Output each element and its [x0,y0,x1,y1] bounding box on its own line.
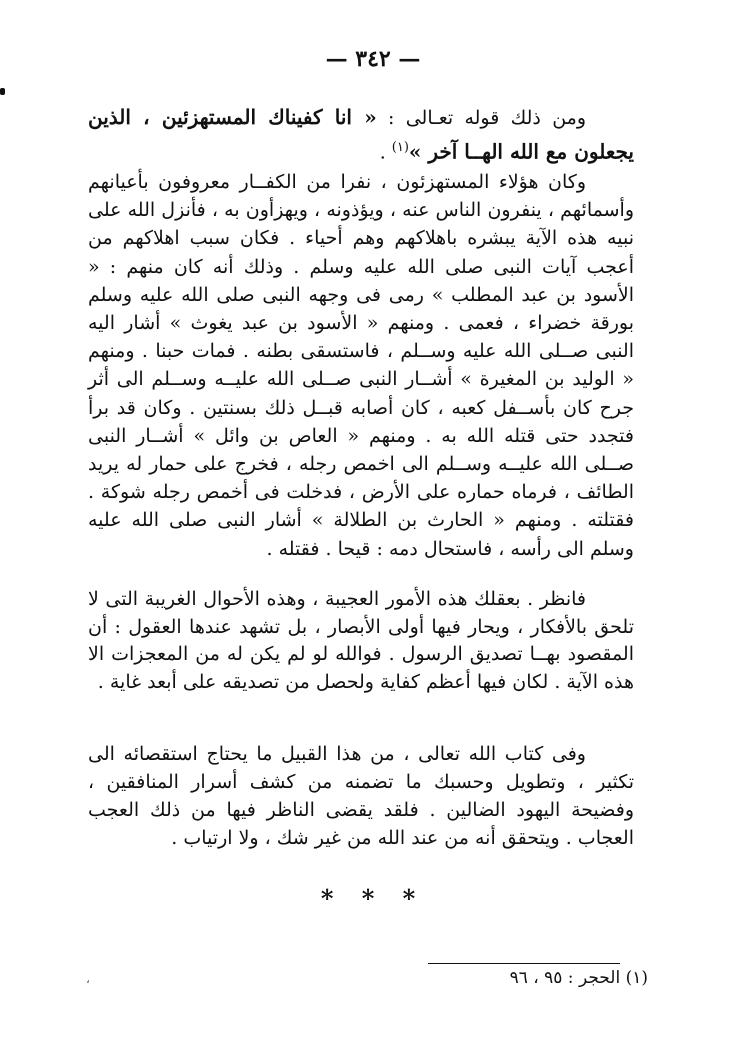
book-of-god-text: وفى كتاب الله تعالى ، من هذا القبيل ما يحتاج استقصائه الى تكثير ، وتطويل وحسبك ما تضمنه من كشف أسرار المنافقين ، وفضيحة اليهود الضالين . فلقد يقضى الناظر فيها من ذلك العجب العجاب . ويتحقق أنه من عند الله من غير شك ، ولا ارتياب . [88,743,634,849]
quran-quote: « انا كفيناك المستهزئين ، الذين يجعلون مع الله الهــا آخر » [88,105,634,164]
mockers-paragraph [88,168,634,563]
corner-mark: ، [86,972,90,986]
reflection-paragraph [88,586,634,696]
section-separator: * * * [320,884,426,913]
margin-ink-dot [0,88,5,95]
intro-tail: . [379,141,392,164]
book-of-god-paragraph [88,740,634,852]
intro-paragraph [88,102,634,167]
mockers-text: وكان هؤلاء المستهزئون ، نفرا من الكفــار معروفون بأعيانهم وأسمائهم ، ينفرون الناس عنه ، ويؤذونه ، ويهزأون به ، فأنزل الله على نبيه هذه الآية يبشره باهلاكهم وهم أحياء . فكان سبب اهلاكهم من أعجب آيات النبى صلى الله عليه وسلم . وذلك أنه كان منهم : « الأسود بن عبد المطلب » رمى فى وجهه النبى صلى الله عليه وسلم بورقة خضراء ، فعمى . ومنهم « الأسود بن عبد يغوث » أشار اليه النبى صــلى الله عليه وســلم ، فاستسقى بطنه . فمات حبنا . ومنهم « الوليد بن المغيرة » أشــار النبى صــلى الله عليــه وســلم الى أثر جرح كان بأســفل كعبه ، كان أصابه قبــل ذلك بسنتين . وكان قد برأ فتجدد حتى قتله الله به . ومنهم « العاص بن وائل » أشــار النبى صــلى الله عليــه وســلم الى اخمص رجله ، فخرج على حمار له يريد الطائف ، فرماه حماره على الأرض ، فدخلت فى أخمص رجله شوكة . فقتلته . ومنهم « الحارث بن الطلالة » أشار النبى صلى الله عليه وسلم الى رأسه ، فاستحال دمه : قيحا . فقتله . [88,171,634,560]
footnote-divider [428,963,620,964]
footnote: (١) الحجر : ٩٥ ، ٩٦ [509,968,648,988]
reflection-text: فانظر . بعقلك هذه الأمور العجيبة ، وهذه الأحوال الغريبة التى لا تلحق بالأفكار ، ويحار فيها أولى الأبصار ، بل تشهد عندها العقول : أن المقصود بهــا تصديق الرسول . فوالله لو لم يكن له من المعجزات الا هذه الآية . لكان فيها أعظم كفاية ولحصل من تصديقه على أبعد غاية . [88,588,634,693]
intro-lead: ومن ذلك قوله تعـالى : [388,107,587,129]
page-number: — ٣٤٢ — [325,46,421,72]
footnote-ref: (١) [391,140,409,155]
